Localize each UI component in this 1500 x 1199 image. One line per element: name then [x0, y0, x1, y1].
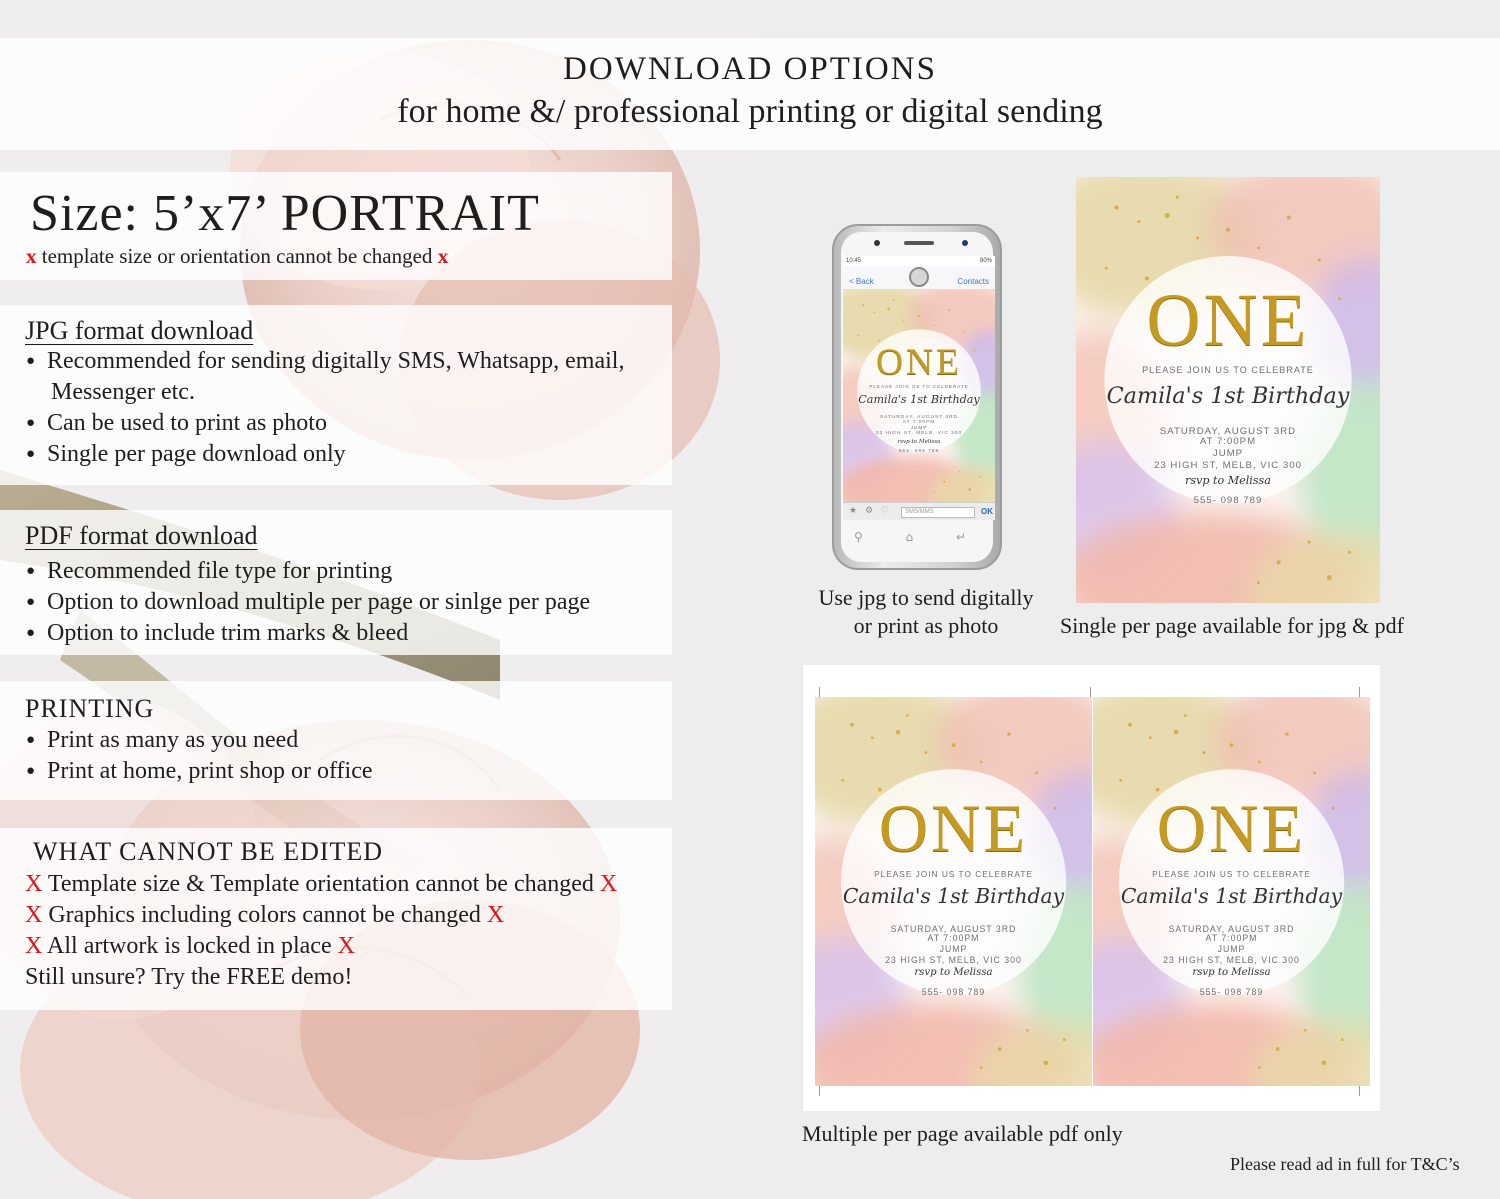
invite-address: 23 HIGH ST, MELB, VIC 300 — [1154, 459, 1302, 471]
invitation-text — [843, 290, 995, 502]
invite-date: SATURDAY, AUGUST 3RD — [1159, 426, 1297, 438]
jpg-bullet-list — [25, 346, 624, 470]
size-note-text: template size or orientation cannot be changed — [41, 244, 433, 268]
x-mark-icon: x — [26, 244, 37, 268]
single-caption: Single per page available for jpg & pdf — [1060, 613, 1404, 638]
list-item: ● Recommended for sending digitally SMS, Whatsapp, email, — [25, 346, 624, 377]
settings-icon[interactable]: ⚙ — [865, 506, 874, 516]
contact-avatar-icon — [909, 267, 929, 287]
x-mark-icon: X — [25, 902, 43, 928]
single-invite-card — [1076, 177, 1380, 603]
x-mark-icon: X — [337, 933, 355, 959]
phone-mockup — [832, 224, 1002, 570]
cannot-edit-text: Graphics including colors cannot be changed — [48, 902, 481, 928]
page-title: DOWNLOAD OPTIONS — [563, 51, 937, 87]
x-mark-icon: x — [437, 244, 449, 268]
phone-caption — [812, 584, 1040, 640]
invite-intro-line: PLEASE JOIN US TO CELEBRATE — [874, 868, 1033, 879]
list-item — [25, 900, 617, 931]
invite-time: AT 7:00PM — [902, 419, 936, 425]
printing-bullet-list — [25, 725, 373, 787]
back-nav-icon: ↵ — [955, 530, 966, 544]
list-item: ● Single per page download only — [25, 439, 624, 470]
message-header — [843, 266, 995, 290]
size-heading: Size: 5’x7’ PORTRAIT — [30, 185, 540, 242]
multi-caption: Multiple per page available pdf only — [802, 1121, 1123, 1146]
list-item: ● Option to download multiple per page or sinlge per page — [25, 587, 590, 618]
list-item: ● Can be used to print as photo — [25, 408, 624, 439]
invite-time: AT 7:00PM — [1205, 933, 1258, 944]
cannot-edit-title: WHAT CANNOT BE EDITED — [33, 837, 384, 866]
invite-address: 23 HIGH ST, MELB, VIC 300 — [875, 431, 963, 437]
trim-mark — [1359, 687, 1360, 697]
invite-phone: 555- 098 789 — [898, 449, 940, 455]
invite-intro-line: PLEASE JOIN US TO CELEBRATE — [869, 384, 969, 390]
trim-mark — [819, 687, 820, 697]
front-sensor-icon — [962, 240, 968, 246]
phone-caption-line1: Use jpg to send digitally — [818, 585, 1034, 610]
list-item: ● Recommended file type for printing — [25, 556, 590, 587]
status-battery: 80% — [979, 258, 992, 264]
invitation-text — [1076, 177, 1380, 603]
list-item: ● Print as many as you need — [25, 725, 373, 756]
x-mark-icon: X — [25, 871, 43, 897]
sheet-invite-right — [1093, 697, 1370, 1086]
header-band — [0, 38, 1500, 150]
invite-headline: ONE — [875, 341, 963, 383]
printing-panel — [0, 681, 672, 800]
trim-mark — [819, 1086, 820, 1096]
size-note — [26, 244, 448, 269]
status-bar — [843, 256, 995, 266]
status-time: 10:45 — [846, 258, 862, 264]
invite-name-script: Camila's 1st Birthday — [1106, 382, 1350, 409]
invitation-text — [1093, 697, 1370, 1086]
phone-caption-line2: or print as photo — [853, 613, 999, 638]
list-item: ● Option to include trim marks & bleed — [25, 618, 590, 649]
camera-icon — [874, 240, 880, 246]
terms-footnote: Please read ad in full for T&C’s — [1230, 1154, 1460, 1174]
x-mark-icon: X — [486, 902, 505, 928]
list-item-continuation: Messenger etc. — [51, 379, 195, 405]
invite-headline: ONE — [878, 790, 1029, 867]
invite-venue: JUMP — [1217, 944, 1246, 955]
invite-phone: 555- 098 789 — [921, 986, 986, 997]
invite-intro-line: PLEASE JOIN US TO CELEBRATE — [1142, 365, 1314, 376]
pdf-format-panel — [0, 510, 672, 655]
contacts-link[interactable]: Contacts — [957, 277, 989, 286]
list-item — [25, 931, 617, 962]
invite-date: SATURDAY, AUGUST 3RD — [1168, 924, 1295, 935]
invite-venue: JUMP — [939, 944, 968, 955]
invite-address: 23 HIGH ST, MELB, VIC 300 — [885, 954, 1022, 965]
cannot-edit-text: All artwork is locked in place — [47, 933, 332, 959]
phone-screen — [843, 256, 995, 520]
invite-time: AT 7:00PM — [1199, 436, 1257, 448]
invite-rsvp: rsvp to Melissa — [897, 438, 941, 445]
invite-headline: ONE — [1156, 790, 1307, 867]
multi-per-page-sheet — [803, 665, 1380, 1111]
invite-rsvp: rsvp to Melissa — [1192, 967, 1271, 979]
back-link[interactable]: < Back — [849, 277, 874, 286]
page-subtitle: for home &/ professional printing or digital sending — [397, 93, 1103, 130]
sms-input[interactable]: SMS/MMS — [901, 507, 975, 518]
invite-venue: JUMP — [910, 425, 928, 431]
speaker-grille — [904, 241, 934, 245]
size-panel — [0, 172, 672, 280]
message-input-bar — [843, 502, 995, 520]
invite-headline: ONE — [1146, 279, 1310, 363]
heart-icon[interactable]: ♡ — [881, 506, 890, 516]
invite-rsvp: rsvp to Melissa — [1185, 473, 1271, 487]
list-item — [25, 869, 617, 900]
invitation-text — [815, 697, 1092, 1086]
invite-name-script: Camila's 1st Birthday — [842, 884, 1065, 909]
invite-venue: JUMP — [1212, 448, 1244, 460]
invite-phone: 555- 098 789 — [1199, 986, 1264, 997]
invite-date: SATURDAY, AUGUST 3RD — [879, 414, 959, 420]
send-button[interactable]: OK — [981, 507, 993, 516]
jpg-section-title: JPG format download — [25, 316, 254, 345]
camera-icon[interactable]: ★ — [849, 506, 858, 516]
invite-phone: 555- 098 789 — [1193, 495, 1263, 507]
cannot-edit-panel — [0, 828, 672, 1010]
invite-name-script: Camila's 1st Birthday — [858, 392, 980, 406]
trim-mark — [1090, 687, 1091, 697]
invite-rsvp: rsvp to Melissa — [914, 967, 993, 979]
jpg-format-panel — [0, 305, 672, 485]
x-mark-icon: X — [25, 933, 43, 959]
invite-name-script: Camila's 1st Birthday — [1120, 884, 1343, 909]
phone-invite-preview — [843, 290, 995, 502]
x-mark-icon: X — [599, 871, 618, 897]
phone-nav-keys — [854, 530, 966, 544]
list-item: ● Print at home, print shop or office — [25, 756, 373, 787]
pdf-bullet-list — [25, 556, 590, 649]
cannot-edit-lines — [25, 869, 617, 993]
pdf-section-title: PDF format download — [25, 521, 258, 550]
free-demo-line: Still unsure? Try the FREE demo! — [25, 964, 353, 990]
printing-section-title: PRINTING — [25, 694, 155, 723]
invite-intro-line: PLEASE JOIN US TO CELEBRATE — [1152, 868, 1311, 879]
invite-address: 23 HIGH ST, MELB, VIC 300 — [1163, 954, 1300, 965]
search-icon: ⚲ — [854, 530, 863, 544]
cannot-edit-text: Template size & Template orientation cannot be changed — [47, 871, 594, 897]
home-icon: ⌂ — [905, 530, 914, 544]
invite-date: SATURDAY, AUGUST 3RD — [890, 924, 1017, 935]
sheet-invite-left — [815, 697, 1092, 1086]
trim-mark — [1359, 1086, 1360, 1096]
invite-time: AT 7:00PM — [927, 933, 980, 944]
